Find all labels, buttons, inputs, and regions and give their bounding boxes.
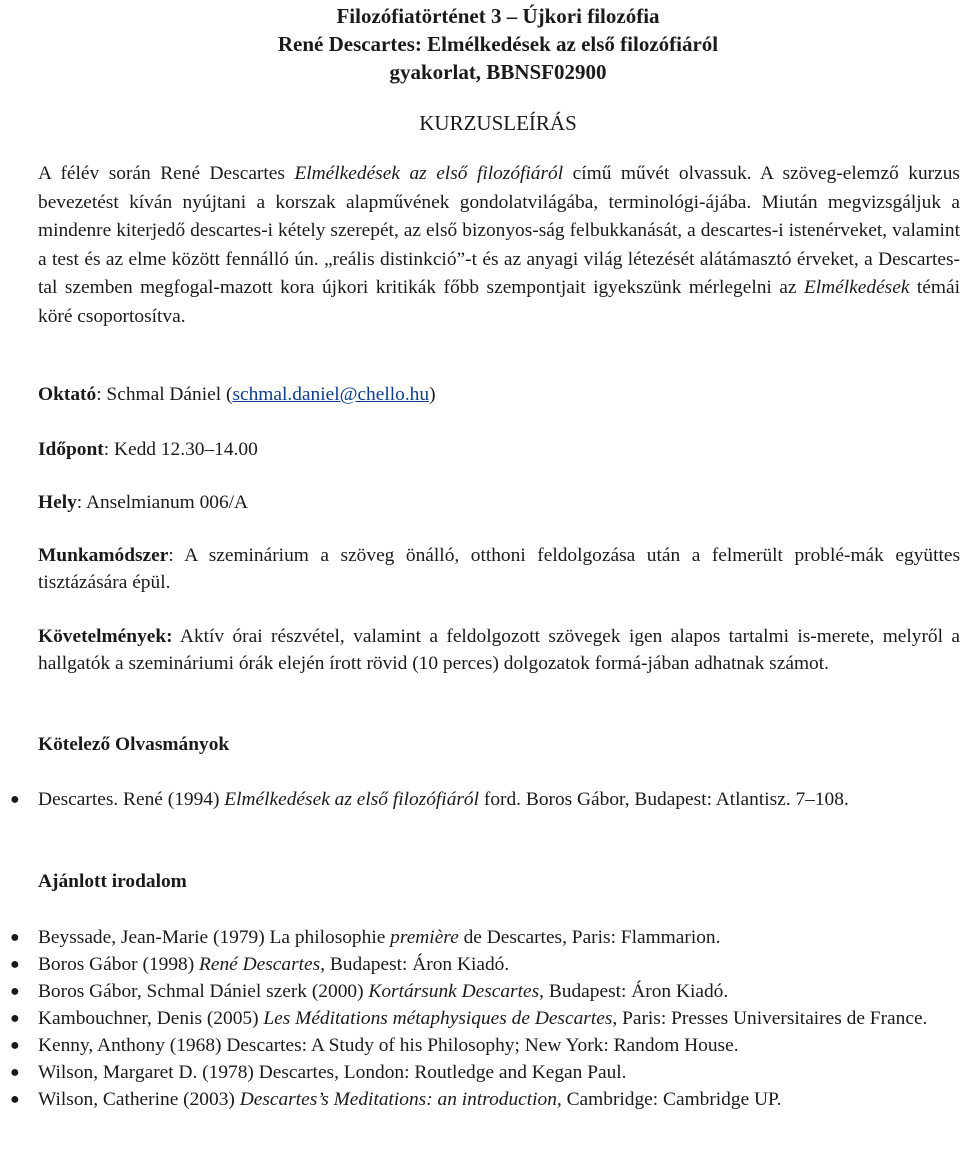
course-header <box>0 2 960 86</box>
place-label: Hely <box>38 492 77 513</box>
bullet-icon: ● <box>10 1010 20 1027</box>
ref-text: de Descartes, Paris: Flammarion. <box>458 927 721 948</box>
ref-text: Beyssade, Jean-Marie (1979) La philosophie <box>38 927 391 948</box>
bullet-icon: ● <box>10 956 20 973</box>
requirements-text: Aktív órai részvétel, valamint a feldolgozott szövegek igen alapos tartalmi is-merete, melyről a hallgatók a szemináriumi órák elején írott rövid (10 perces) dolgozatok formá-jában adhatnak számot. <box>38 626 960 674</box>
requirements-label: Követelmények: <box>38 626 173 647</box>
list-item <box>0 1086 960 1113</box>
bullet-icon: ● <box>10 791 20 808</box>
description-text: témái köré csoportosítva. <box>38 277 960 327</box>
ref-text: Cambridge: Cambridge UP. <box>561 1089 782 1110</box>
time-label: Időpont <box>38 439 104 460</box>
course-subtitle-line: René Descartes: Elmélkedések az első filozófiáról <box>277 32 719 56</box>
instructor-label: Oktató <box>38 384 97 405</box>
list-item <box>0 786 960 813</box>
list-item <box>0 978 960 1005</box>
ref-text: Wilson, Catherine (2003) <box>38 1089 240 1110</box>
description-text: című művét olvassuk. A szöveg-elemző kurzus bevezetést kíván nyújtani a korszak alapművének gondolatvilágába, terminológi-ájába. Miután megvizsgáljuk a mindenre kiterjedő descartes-i kétely szerepét, az első bizonyos-ság felbukkanását, a descartes-i istenérveket, valamint a test és az elme között fennálló ún. „reális distinkció”-t és az anyagi világ létezését alátámasztó érveket, a Descartes-tal szemben megfogal-mazott kora újkori kritikák főbb szempontjait igyekszünk mérlegelni az <box>38 163 960 299</box>
ref-text: ford. Boros Gábor, Budapest: Atlantisz. 7–108. <box>479 789 849 810</box>
ref-text: Kenny, Anthony (1968) Descartes: A Study of his Philosophy; New York: Random House. <box>38 1035 739 1056</box>
place-text: : Anselmianum 006/A <box>76 492 249 513</box>
ref-title: Kortársunk Descartes <box>368 981 540 1002</box>
bullet-icon: ● <box>10 1091 20 1108</box>
list-item <box>0 1005 960 1032</box>
ref-text: Budapest: Áron Kiadó. <box>325 954 510 975</box>
method-field <box>38 542 960 596</box>
recommended-list <box>0 924 960 1113</box>
ref-text: Kambouchner, Denis (2005) <box>38 1008 264 1029</box>
description-book-title: Elmélkedések <box>803 277 910 299</box>
method-text: : A szeminárium a szöveg önálló, otthoni feldolgozása után a felmerült problé-mák együttes tisztázására épül. <box>38 545 960 593</box>
list-item <box>0 924 960 951</box>
description-text: A félév során René Descartes <box>38 163 295 184</box>
required-readings-list <box>0 786 960 813</box>
list-item <box>0 951 960 978</box>
time-field <box>38 437 960 463</box>
time-text: : Kedd 12.30–14.00 <box>103 439 258 460</box>
course-description <box>38 160 960 332</box>
ref-text: Wilson, Margaret D. (1978) Descartes, London: Routledge and Kegan Paul. <box>38 1062 627 1083</box>
ref-text: Boros Gábor (1998) <box>38 954 200 975</box>
course-code-line: gyakorlat, BBNSF02900 <box>389 60 607 84</box>
ref-title: Elmélkedések az első filozófiáról <box>224 789 480 810</box>
ref-text: , Paris: Presses Universitaires de France. <box>612 1008 928 1029</box>
description-book-title: Elmélkedések az első filozófiáról <box>294 163 564 184</box>
ref-title: René Descartes, <box>199 954 326 975</box>
requirements-field <box>38 623 960 677</box>
list-item <box>0 1059 960 1086</box>
ref-text: Descartes. René (1994) <box>38 789 225 810</box>
ref-text: , Budapest: Áron Kiadó. <box>539 981 729 1002</box>
bullet-icon: ● <box>10 983 20 1000</box>
bullet-icon: ● <box>10 1037 20 1054</box>
required-readings-heading: Kötelező Olvasmányok <box>38 734 230 755</box>
place-field <box>38 490 960 516</box>
bullet-icon: ● <box>10 1064 20 1081</box>
course-title-line: Filozófiatörténet 3 – Újkori filozófia <box>336 4 660 28</box>
bullet-icon: ● <box>10 929 20 946</box>
instructor-close: ) <box>429 384 436 405</box>
ref-text: Boros Gábor, Schmal Dániel szerk (2000) <box>38 981 369 1002</box>
method-label: Munkamódszer <box>38 545 169 566</box>
instructor-field <box>38 382 960 408</box>
ref-title: Descartes’s Meditations: an introduction, <box>239 1089 562 1110</box>
instructor-text: : Schmal Dániel ( <box>96 384 233 405</box>
page-title: KURZUSLEÍRÁS <box>419 111 577 135</box>
ref-title: Les Méditations métaphysiques de Descartes <box>263 1008 613 1029</box>
list-item <box>0 1032 960 1059</box>
ref-title: première <box>390 927 459 948</box>
recommended-heading: Ajánlott irodalom <box>38 871 187 892</box>
instructor-email-link[interactable]: schmal.daniel@chello.hu <box>232 384 430 405</box>
